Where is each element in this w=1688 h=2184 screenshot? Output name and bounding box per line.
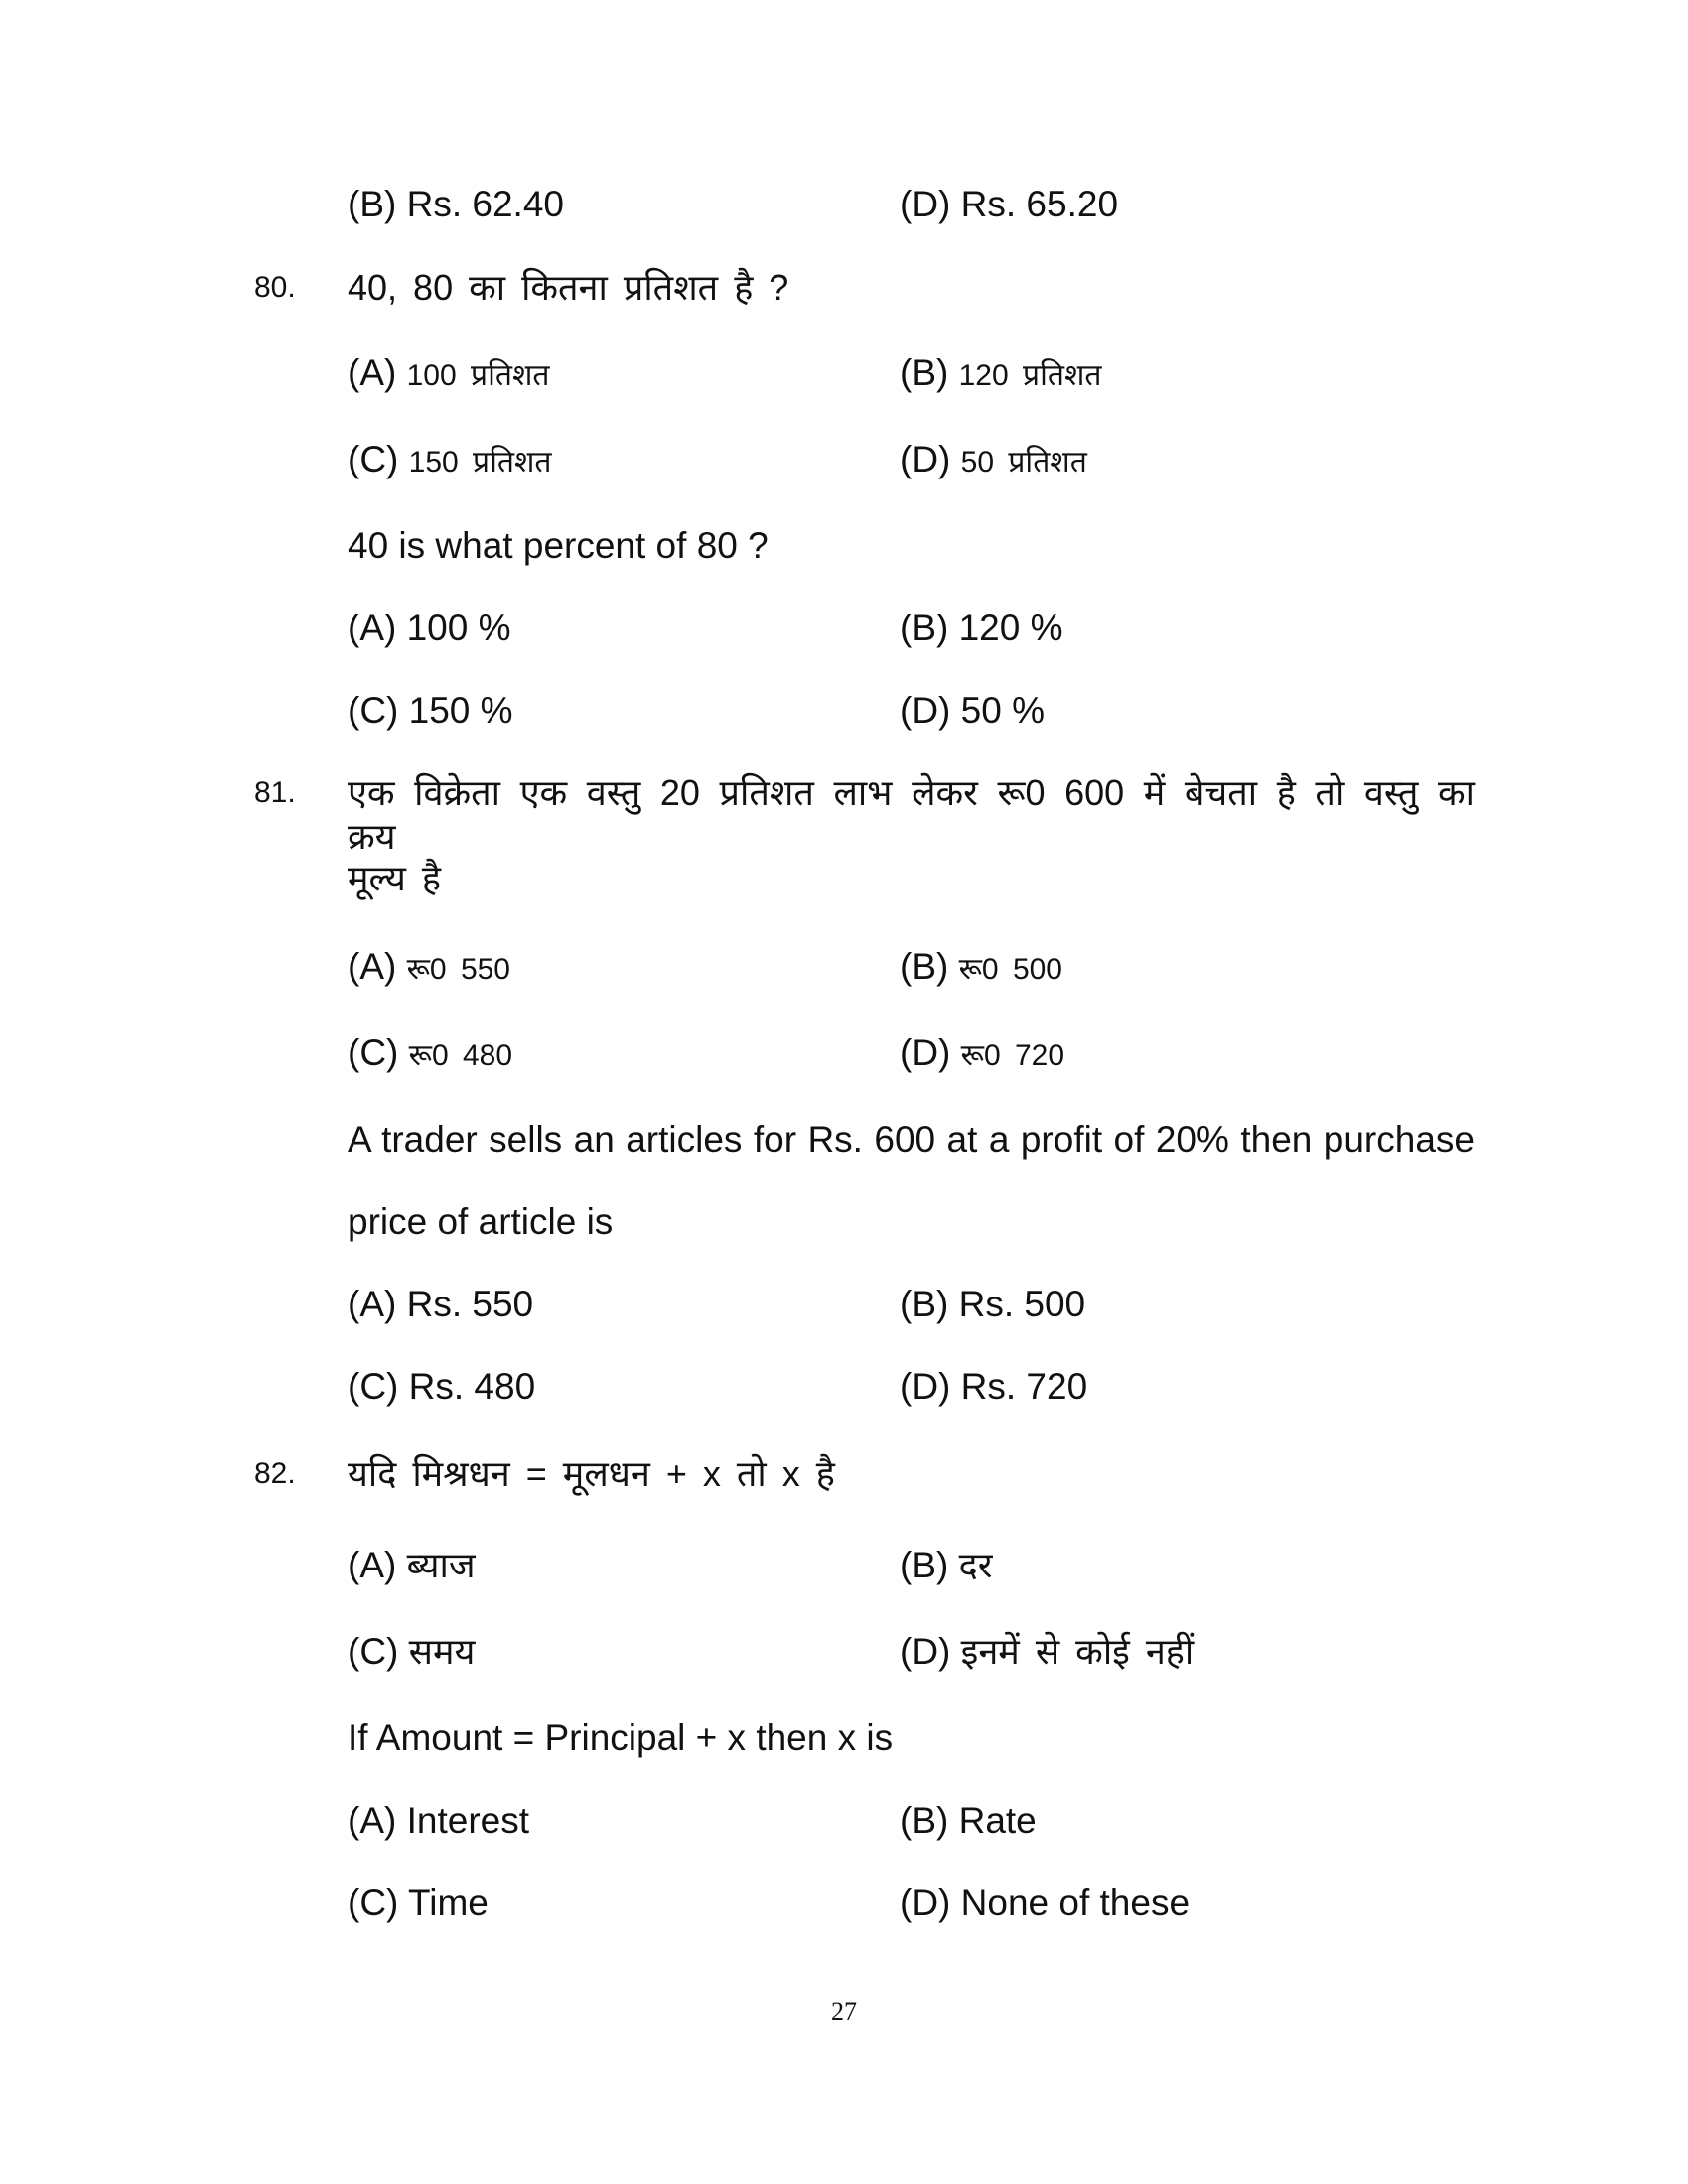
q80-english-option-c — [348, 689, 513, 733]
option-label: (D) — [900, 184, 951, 224]
option-text: रू0 480 — [408, 1039, 513, 1072]
question-81-hindi-line2: मूल्य है — [348, 858, 441, 898]
option-label: (A) — [348, 946, 397, 987]
q82-english-option-b — [900, 1799, 1037, 1843]
option-label: (C) — [348, 1032, 399, 1073]
option-text: 100 % — [406, 608, 511, 648]
option-text: Time — [408, 1882, 489, 1923]
option-text: Rs. 550 — [406, 1284, 534, 1324]
option-label: (B) — [900, 1800, 949, 1841]
q82-hindi-option-d — [900, 1630, 1194, 1674]
question-81-english-line1: A trader sells an articles for Rs. 600 at a profit of 20% then purchase — [348, 1119, 1475, 1160]
option-text: None of these — [960, 1882, 1191, 1923]
option-label: (A) — [348, 1284, 397, 1324]
option-label: (D) — [900, 1882, 951, 1923]
option-label: (B) — [900, 1284, 949, 1324]
option-label: (C) — [348, 690, 399, 731]
q81-hindi-option-c — [348, 1031, 512, 1078]
option-label: (B) — [348, 184, 397, 224]
option-label: (B) — [900, 352, 949, 393]
option-text: Rs. 720 — [960, 1366, 1088, 1407]
question-81-hindi-line1: एक विक्रेता एक वस्तु 20 प्रतिशत लाभ लेकर रू0 600 में बेचता है तो वस्तु का क्रय — [348, 772, 1475, 857]
q81-english-option-b — [900, 1283, 1085, 1326]
question-80-hindi: 40, 80 का कितना प्रतिशत है ? — [348, 267, 789, 308]
q80-english-option-a — [348, 607, 511, 650]
option-text: Rs. 480 — [408, 1366, 536, 1407]
question-number-80: 80. — [254, 271, 296, 304]
option-text: Rate — [958, 1800, 1037, 1841]
option-text: 50 प्रतिशत — [960, 446, 1087, 478]
q81-hindi-option-d — [900, 1031, 1064, 1078]
option-text: Rs. 65.20 — [960, 184, 1119, 224]
question-81-english-line2: price of article is — [348, 1201, 614, 1242]
option-text: Rs. 62.40 — [406, 184, 564, 224]
option-text: 100 प्रतिशत — [406, 359, 550, 392]
q80-hindi-option-b — [900, 351, 1101, 398]
q82-hindi-option-b — [900, 1544, 992, 1587]
q80-english-option-b — [900, 607, 1063, 650]
option-text: 120 प्रतिशत — [958, 359, 1102, 392]
option-text: दर — [958, 1545, 993, 1585]
q82-hindi-option-a — [348, 1544, 476, 1587]
option-label: (C) — [348, 439, 399, 479]
option-text: 150 % — [408, 690, 513, 731]
question-82-hindi: यदि मिश्रधन = मूलधन + x तो x है — [348, 1453, 835, 1494]
q82-english-option-c — [348, 1881, 489, 1925]
question-82-english: If Amount = Principal + x then x is — [348, 1717, 894, 1758]
page-number: 27 — [831, 1997, 857, 2026]
q80-hindi-option-c — [348, 438, 552, 484]
option-label: (B) — [900, 608, 949, 648]
q81-hindi-option-b — [900, 945, 1062, 992]
q80-english-option-d — [900, 689, 1045, 733]
q81-english-option-a — [348, 1283, 533, 1326]
q81-english-option-c — [348, 1365, 535, 1409]
q80-hindi-option-d — [900, 438, 1087, 484]
option-d-prev — [900, 183, 1118, 226]
q82-hindi-option-c — [348, 1630, 475, 1674]
q80-hindi-option-a — [348, 351, 549, 398]
option-text: Rs. 500 — [958, 1284, 1086, 1324]
option-text: रू0 500 — [958, 953, 1062, 986]
option-text: रू0 550 — [406, 953, 510, 986]
option-label: (A) — [348, 352, 397, 393]
question-number-82: 82. — [254, 1457, 296, 1490]
option-text: इनमें से कोई नहीं — [960, 1631, 1195, 1672]
option-label: (C) — [348, 1631, 399, 1672]
option-label: (B) — [900, 946, 949, 987]
q82-english-option-a — [348, 1799, 529, 1843]
option-text: 50 % — [960, 690, 1045, 731]
q81-hindi-option-a — [348, 945, 510, 992]
option-label: (D) — [900, 439, 951, 479]
option-b-prev — [348, 183, 564, 226]
option-text: समय — [408, 1631, 476, 1672]
option-label: (A) — [348, 1545, 397, 1585]
option-text: रू0 720 — [960, 1039, 1065, 1072]
option-label: (C) — [348, 1882, 399, 1923]
question-80-english: 40 is what percent of 80 ? — [348, 525, 769, 566]
option-label: (B) — [900, 1545, 949, 1585]
q81-english-option-d — [900, 1365, 1087, 1409]
option-text: 150 प्रतिशत — [408, 446, 552, 478]
option-text: 120 % — [958, 608, 1063, 648]
question-number-81: 81. — [254, 776, 296, 809]
option-text: ब्याज — [406, 1545, 476, 1585]
option-label: (D) — [900, 1366, 951, 1407]
option-label: (D) — [900, 1631, 951, 1672]
option-label: (D) — [900, 690, 951, 731]
option-text: Interest — [406, 1800, 530, 1841]
option-label: (A) — [348, 608, 397, 648]
option-label: (D) — [900, 1032, 951, 1073]
option-label: (C) — [348, 1366, 399, 1407]
q82-english-option-d — [900, 1881, 1190, 1925]
option-label: (A) — [348, 1800, 397, 1841]
